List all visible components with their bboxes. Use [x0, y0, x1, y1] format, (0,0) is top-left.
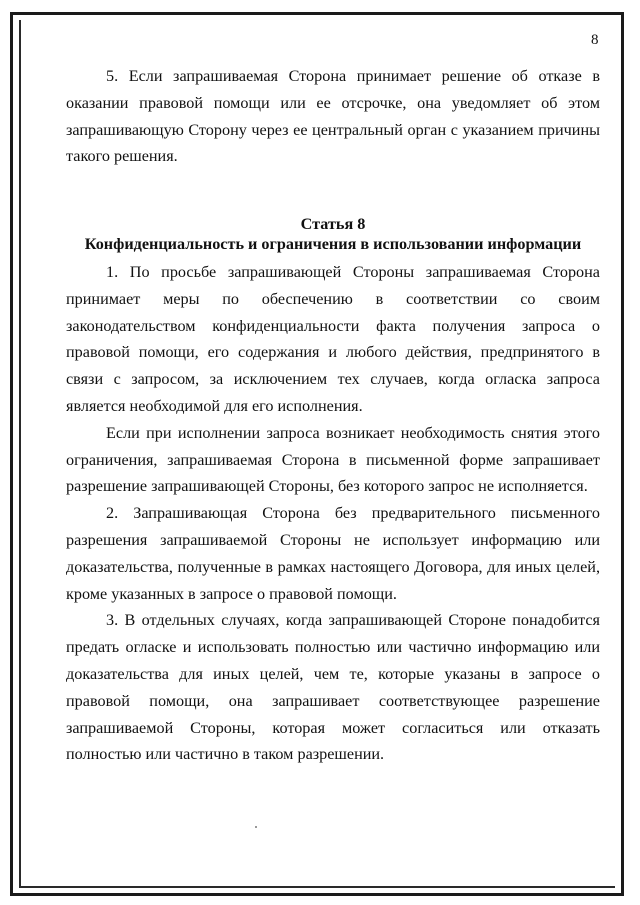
article-body	[66, 259, 600, 768]
paragraph-5	[66, 63, 600, 170]
article-paragraph-1-continued: Если при исполнении запроса возникает необходимость снятия этого ограничения, запрашиваемая Сторона в письменной форме запрашивает разрешение запрашивающей Стороны, без которого запрос не исполняется.	[66, 423, 600, 496]
paragraph-5-text: 5. Если запрашиваемая Сторона принимает решение об отказе в оказании правовой помощи или ее отсрочке, она уведомляет об этом запрашивающую Сторону через ее центральный орган с указанием причины такого решения.	[66, 67, 600, 166]
article-paragraph-2: 2. Запрашивающая Сторона без предварительного письменного разрешения запрашиваемой Стороны не использует информацию или доказательства, полученные в рамках настоящего Договора, для иных целей, кроме указанных в запросе о правовой помощи.	[66, 504, 600, 603]
article-number: Статья 8	[300, 215, 366, 233]
article-paragraph-3: 3. В отдельных случаях, когда запрашивающей Стороне понадобится предать огласке и использовать полностью или частично информацию или доказательства для иных целей, чем те, которые указаны в запросе о правовой помощи, она запрашивает соответствующее разрешение запрашиваемой Стороны, которая может согласиться или отказать полностью или частично в таком разрешении.	[66, 611, 600, 764]
article-heading	[66, 214, 600, 254]
article-title: Конфиденциальность и ограничения в использовании информации	[84, 235, 582, 253]
article-paragraph-1: 1. По просьбе запрашивающей Стороны запрашиваемая Сторона принимает меры по обеспечению в соответствии со своим законодательством конфиденциальности факта получения запроса о правовой помощи, его содержания и любого действия, предпринятого в связи с запросом, за исключением тех случаев, когда огласка запроса является необходимой для его исполнения.	[66, 263, 600, 415]
scan-speck	[255, 826, 257, 828]
page-number: 8	[591, 32, 599, 48]
